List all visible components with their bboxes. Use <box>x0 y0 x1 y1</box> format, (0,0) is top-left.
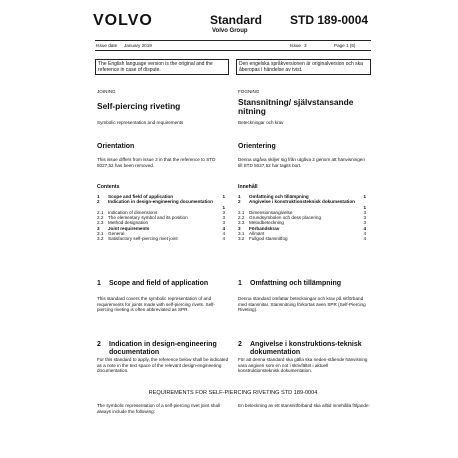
toc-number: 2.1 <box>238 209 245 215</box>
toc-title: Omfattning och tillämpning <box>249 194 309 199</box>
requirements-reference-line: REQUIREMENTS FOR SELF-PIERCING RIVETING STD 189-0004 <box>148 390 318 396</box>
toc-title: The elementary symbol and its position <box>108 215 188 221</box>
toc-page: 1 <box>363 194 366 199</box>
toc-page: 4 <box>363 236 366 242</box>
toc-number: 1 <box>238 194 241 199</box>
section-1-heading <box>238 280 382 288</box>
toc-entry <box>238 199 366 210</box>
toc-page: 4 <box>222 236 225 242</box>
toc-number: 2.2 <box>97 215 104 221</box>
toc-page: 1 <box>222 204 225 210</box>
volvo-logo: VOLVO <box>93 12 153 29</box>
section-title: Scope and field of application <box>109 280 209 287</box>
toc-page: 1 <box>222 194 225 199</box>
toc-number: 2.2 <box>238 215 245 221</box>
table-of-contents <box>238 194 366 242</box>
document-subtitle: Symbolic representation and requirements <box>97 120 184 125</box>
section-2-text: For this standard to apply, the reference below shall be indicated as a note in the text space of the relevant design-engineering documentation. <box>97 357 229 374</box>
document-title: Self-piercing riveting <box>97 101 181 111</box>
toc-number: 2 <box>97 199 100 205</box>
toc-entry <box>97 199 225 210</box>
section-1-text: This standard covers the symbolic representation of and requirements for joints made with self-piercing rivets. Self-piercing riveting is often abbreviated as SPR. <box>97 296 215 313</box>
document-subtitle: Beteckningar och krav <box>238 120 284 125</box>
section-2-text: För att denna standard ska gälla ska neden-stående hänvisning vara angiven som en not i skrivfältet i aktuell konstruktionsteknisk dokumentation. <box>238 357 368 374</box>
section-number: 1 <box>238 280 242 287</box>
section-number: 2 <box>238 341 242 348</box>
toc-page: 3 <box>222 215 225 221</box>
bottom-paragraph: The symbolic representation of a self-piercing rivet joint shall always include the following: <box>97 403 221 414</box>
bottom-paragraph: En beteckning av ett stansnitförband ska alltid innehålla följande: <box>238 403 370 408</box>
toc-title: Metodbeteckning <box>249 220 284 226</box>
toc-number: 3.2 <box>97 236 104 242</box>
toc-page: 3 <box>363 220 366 226</box>
toc-page: 1 <box>363 204 366 210</box>
toc-entry <box>97 236 225 241</box>
toc-page: 3 <box>222 220 225 226</box>
toc-title: Angivelse i konstruktionsteknisk dokumentation <box>249 199 355 205</box>
toc-title: Indication in design-engineering documentation <box>108 199 213 205</box>
toc-title: Indication of dimensions <box>108 209 158 215</box>
toc-title: General <box>108 231 125 237</box>
section-number: 2 <box>97 341 101 348</box>
language-notice-en: The English language version is the original and the reference in case of dispute. <box>95 59 229 75</box>
toc-title: Joint requirements <box>108 225 150 231</box>
toc-page: 3 <box>363 209 366 215</box>
toc-title: Allmänt <box>249 231 265 237</box>
toc-page: 3 <box>222 209 225 215</box>
toc-number: 2 <box>238 199 241 205</box>
toc-page: 4 <box>363 225 366 231</box>
contents-heading: Contents <box>97 184 120 190</box>
section-number: 1 <box>97 280 101 287</box>
toc-number: 2.1 <box>97 209 104 215</box>
meta-rule <box>95 50 371 51</box>
toc-page: 4 <box>222 231 225 237</box>
toc-number: 2.3 <box>97 220 104 226</box>
section-1-heading <box>97 280 241 288</box>
toc-number: 2.3 <box>238 220 245 226</box>
issue-number: 3 <box>304 43 307 48</box>
toc-number: 3 <box>97 225 100 231</box>
issue-date: January 2019 <box>124 43 152 48</box>
toc-page: 4 <box>222 225 225 231</box>
issue-label: Issue <box>290 43 301 48</box>
toc-number: 3.1 <box>97 231 104 237</box>
toc-title: Dimensionsangivelse <box>249 209 293 215</box>
table-of-contents <box>97 194 225 242</box>
toc-page: 4 <box>363 231 366 237</box>
section-1-text: Denna standard omfattar beteckningar och krav på nitförband med stansnitar. Stansnitning förkortas även SPR (Self-Piercing Riveting). <box>238 296 366 313</box>
toc-title: Fullgod stansnitfog <box>249 236 288 242</box>
toc-title: Grundsymbolen och dess placering <box>249 215 322 221</box>
page-indicator: Page 1 (6) <box>334 43 356 48</box>
section-2-heading <box>238 341 370 357</box>
toc-page: 3 <box>363 215 366 221</box>
section-title: Omfattning och tillämpning <box>250 280 341 287</box>
section-2-heading <box>97 341 229 357</box>
toc-title: Förbandskrav <box>249 225 280 231</box>
orientation-text: Denna utgåva skiljer sig från utgåva 2 genom att hänvisningen till STD 5027,52 har tagits bort. <box>238 157 365 168</box>
orientation-text: This issue differs from issue 2 in that the reference to STD 5027,52 has been removed. <box>97 157 216 168</box>
document-title: Stansnitning/ självstansande nitning <box>238 97 354 116</box>
standard-number: STD 189-0004 <box>290 13 369 27</box>
header-rule <box>95 40 371 41</box>
issue-date-label: Issue date <box>96 43 118 48</box>
section-title: Indication in design-engineering documentation <box>109 341 217 356</box>
category-label: FOGNING <box>238 89 260 94</box>
orientation-heading: Orientation <box>97 143 135 150</box>
section-title: Angivelse i konstruktions-teknisk dokumentation <box>250 341 362 356</box>
contents-heading: Innehåll <box>238 184 258 190</box>
language-notice-sv: Den engelska språkversionen är originalversion och ska åberopas i händelse av tvist. <box>236 59 371 75</box>
orientation-heading: Orientering <box>238 143 276 150</box>
toc-title: Satisfactory self-piercing rivet joint <box>108 236 178 242</box>
category-label: JOINING <box>97 89 116 94</box>
toc-number: 3.1 <box>238 231 245 237</box>
document-type: Standard <box>210 13 263 27</box>
toc-title: Scope and field of application <box>108 194 174 199</box>
toc-title: Method designation <box>108 220 149 226</box>
toc-entry <box>238 236 366 241</box>
toc-number: 3.2 <box>238 236 245 242</box>
toc-number: 1 <box>97 194 100 199</box>
organization-name: Volvo Group <box>212 28 248 34</box>
toc-number: 3 <box>238 225 241 231</box>
